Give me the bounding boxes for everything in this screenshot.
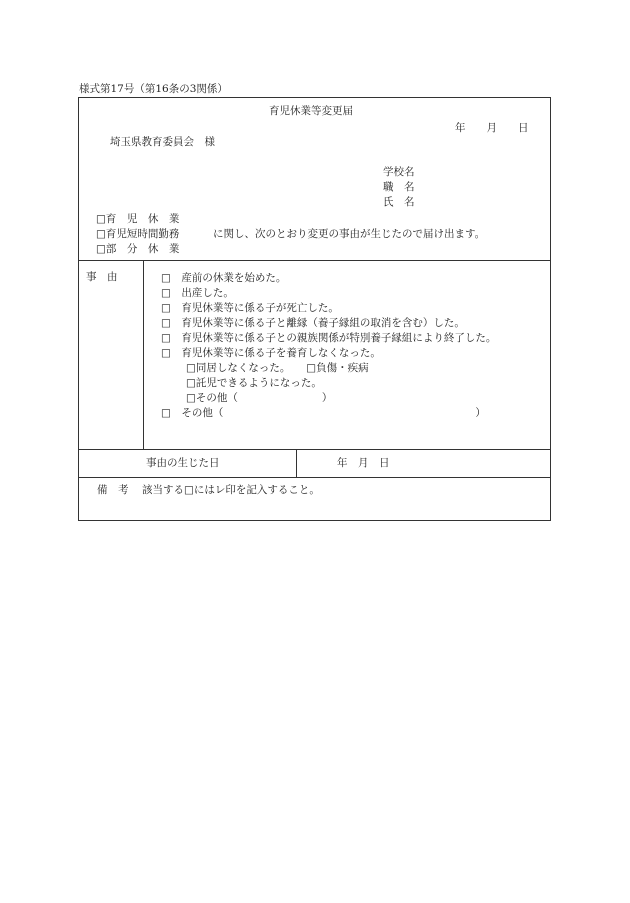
reason-item[interactable]: □ 育児休業等に係る子との親族関係が特別養子縁組により終了した。 [161, 332, 497, 344]
school-name-label: 学校名 [383, 166, 415, 178]
submission-date: 年 月 日 [455, 122, 529, 134]
form-number: 様式第17号（第16条の3関係） [79, 83, 228, 95]
statement: に関し、次のとおり変更の事由が生じたので届け出ます。 [213, 228, 486, 240]
reason-item[interactable]: □ 育児休業等に係る子を養育しなくなった。 [161, 347, 381, 359]
reason-label: 事 由 [86, 271, 118, 283]
reason-sub-item[interactable]: □同居しなくなった。 □負傷・疾病 [186, 362, 369, 374]
reason-item[interactable]: □ 出産した。 [161, 287, 234, 299]
position-label: 職 名 [383, 181, 415, 193]
reason-item[interactable]: □ 育児休業等に係る子と離縁（養子縁組の取消を含む）した。 [161, 317, 465, 329]
form-title: 育児休業等変更届 [269, 105, 353, 117]
divider-reason-label [143, 260, 144, 449]
leave-type-partial[interactable]: □部 分 休 業 [96, 243, 180, 255]
leave-type-short-hours[interactable]: □育児短時間勤務 [96, 228, 180, 240]
addressee: 埼玉県教育委員会 様 [110, 136, 215, 148]
name-label: 氏 名 [383, 196, 415, 208]
occurrence-date-label: 事由の生じた日 [146, 457, 220, 469]
divider-reason-date [79, 449, 550, 450]
occurrence-date-value[interactable]: 年 月 日 [337, 457, 390, 469]
remarks-label: 備 考 [97, 484, 129, 496]
leave-type-childcare[interactable]: □育 児 休 業 [96, 213, 180, 225]
reason-sub-item[interactable]: □その他（ ） [186, 392, 333, 404]
divider-date-cells [296, 449, 297, 477]
remarks-text: 該当する□にはレ印を記入すること。 [142, 484, 320, 496]
divider-date-remarks [79, 477, 550, 478]
reason-item[interactable]: □ 育児休業等に係る子が死亡した。 [161, 302, 339, 314]
reason-item[interactable]: □ 産前の休業を始めた。 [161, 272, 287, 284]
reason-sub-item[interactable]: □託児できるようになった。 [186, 377, 322, 389]
divider-header-reason [79, 260, 550, 261]
reason-other[interactable]: □ その他（ ） [161, 407, 486, 419]
